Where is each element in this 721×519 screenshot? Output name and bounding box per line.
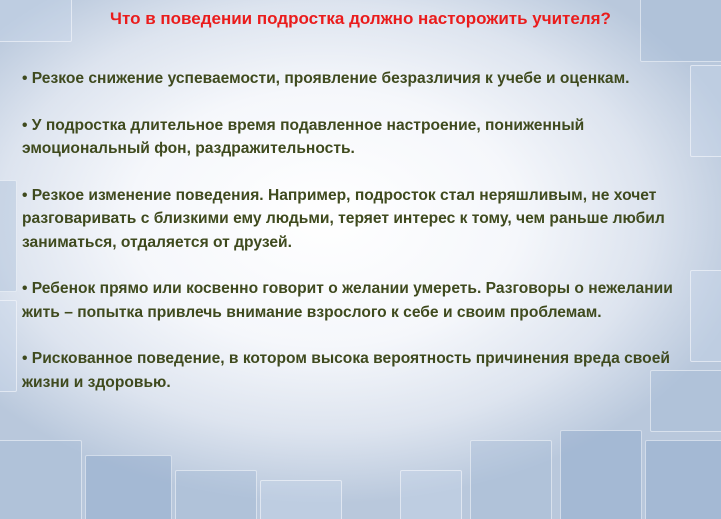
background-tile: [560, 430, 642, 519]
background-tile: [400, 470, 462, 519]
bullet-item: • Рискованное поведение, в котором высока вероятность причинения вреда своей жизни и здоровью.: [22, 350, 670, 391]
background-tile: [0, 300, 17, 392]
background-tile: [85, 455, 172, 519]
background-tile: [470, 440, 552, 519]
background-tile: [260, 480, 342, 519]
bullet-list: [22, 67, 708, 417]
bullet-item: • Ребенок прямо или косвенно говорит о желании умереть. Разговоры о нежелании жить – попытка привлечь внимание взрослого к себе и своим проблемам.: [22, 280, 673, 321]
bullet-item: • Резкое изменение поведения. Например, подросток стал неряшливым, не хочет разговаривать с близкими ему людьми, теряет интерес к тому, чем раньше любил заниматься, отдаляется от друзей.: [22, 186, 665, 251]
background-tile: [0, 440, 82, 519]
background-tile: [0, 180, 17, 292]
background-tile: [175, 470, 257, 519]
bullet-item: • У подростка длительное время подавленное настроение, пониженный эмоциональный фон, раздражительность.: [22, 116, 585, 157]
slide-title: Что в поведении подростка должно насторожить учителя?: [110, 9, 611, 28]
background-tile: [645, 440, 721, 519]
bullet-item: • Резкое снижение успеваемости, проявление безразличия к учебе и оценкам.: [22, 70, 630, 87]
